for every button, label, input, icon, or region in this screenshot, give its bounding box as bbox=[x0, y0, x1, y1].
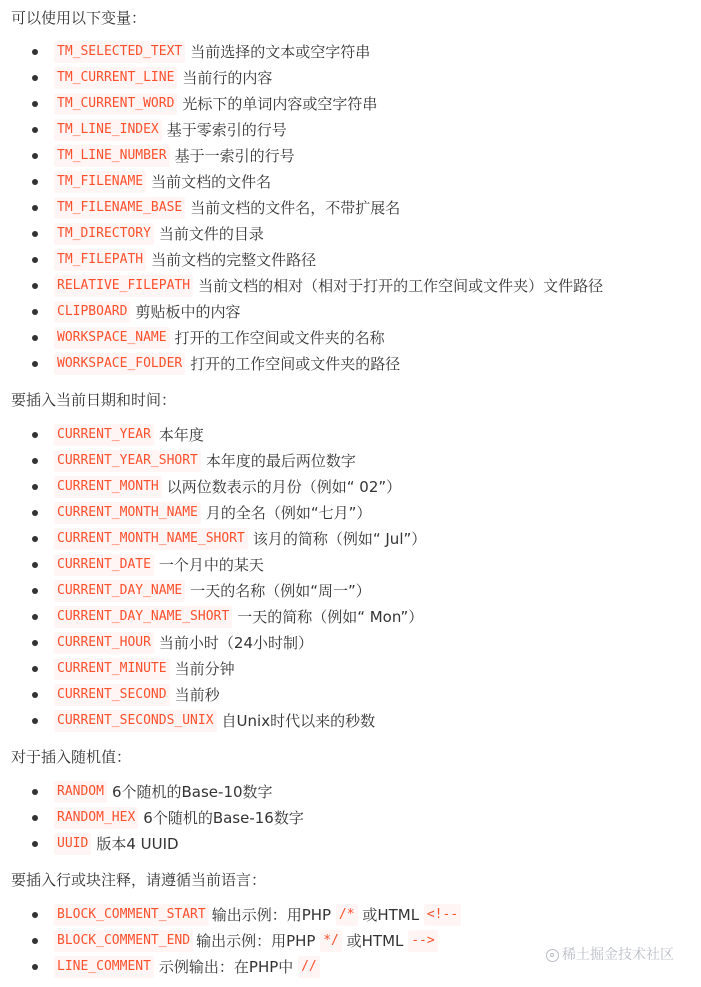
variable-description: 一个月中的某天 bbox=[158, 556, 264, 574]
bullet-icon bbox=[32, 75, 38, 81]
list-item bbox=[32, 552, 264, 578]
variable-code: TM_FILEPATH bbox=[54, 249, 146, 271]
example-code-php: /* bbox=[336, 904, 358, 926]
variable-code: CURRENT_SECOND bbox=[54, 684, 170, 706]
bullet-icon bbox=[32, 640, 38, 646]
watermark bbox=[546, 944, 674, 966]
variable-code: LINE_COMMENT bbox=[54, 956, 154, 978]
variable-description: 当前文档的相对（相对于打开的工作空间或文件夹）文件路径 bbox=[198, 277, 604, 295]
list-item bbox=[32, 247, 316, 273]
variable-code: RANDOM_HEX bbox=[54, 807, 138, 829]
variable-description: 6个随机的Base-16数字 bbox=[143, 809, 304, 827]
variable-code: CURRENT_YEAR_SHORT bbox=[54, 450, 201, 472]
variable-description: 输出示例：用PHP bbox=[196, 932, 316, 950]
watermark-text: 稀土掘金技术社区 bbox=[562, 947, 674, 963]
section-heading-random: 对于插入随机值： bbox=[11, 748, 132, 766]
list-item bbox=[32, 708, 375, 734]
juejin-logo-icon bbox=[546, 949, 559, 962]
bullet-icon bbox=[32, 815, 38, 821]
variable-description: 剪贴板中的内容 bbox=[135, 303, 241, 321]
list-item bbox=[32, 117, 287, 143]
list-item bbox=[32, 682, 220, 708]
variable-code: TM_SELECTED_TEXT bbox=[54, 41, 185, 63]
variable-description: 当前选择的文本或空字符串 bbox=[190, 43, 371, 61]
list-item bbox=[32, 604, 423, 630]
variable-code: TM_CURRENT_WORD bbox=[54, 93, 177, 115]
list-item bbox=[32, 195, 400, 221]
bullet-icon bbox=[32, 562, 38, 568]
list-item bbox=[32, 143, 295, 169]
variable-code: RANDOM bbox=[54, 781, 107, 803]
variable-description: 本年度的最后两位数字 bbox=[205, 452, 356, 470]
list-item bbox=[32, 299, 240, 325]
list-item bbox=[32, 526, 426, 552]
bullet-icon bbox=[32, 692, 38, 698]
variable-description: 当前文件的目录 bbox=[158, 225, 264, 243]
variable-code: TM_FILENAME_BASE bbox=[54, 197, 185, 219]
bullet-icon bbox=[32, 938, 38, 944]
variable-code: CLIPBOARD bbox=[54, 301, 130, 323]
bullet-icon bbox=[32, 153, 38, 159]
list-item bbox=[32, 474, 401, 500]
variable-description: 当前文档的文件名 bbox=[151, 173, 272, 191]
bullet-icon bbox=[32, 458, 38, 464]
variable-code: CURRENT_MONTH bbox=[54, 476, 162, 498]
list-item bbox=[32, 578, 371, 604]
bullet-icon bbox=[32, 666, 38, 672]
bullet-icon bbox=[32, 841, 38, 847]
bullet-icon bbox=[32, 179, 38, 185]
variable-description: 一天的名称（例如“周一”） bbox=[190, 582, 371, 600]
list-item bbox=[32, 656, 235, 682]
bullet-icon bbox=[32, 335, 38, 341]
variable-code: CURRENT_DATE bbox=[54, 554, 154, 576]
variable-description: 打开的工作空间或文件夹的名称 bbox=[174, 329, 385, 347]
variable-code: CURRENT_DAY_NAME bbox=[54, 580, 185, 602]
variable-code: CURRENT_MINUTE bbox=[54, 658, 170, 680]
list-item bbox=[32, 91, 377, 117]
variable-code: TM_LINE_NUMBER bbox=[54, 145, 170, 167]
list-item bbox=[32, 221, 264, 247]
list-item bbox=[32, 902, 461, 928]
example-code-php: */ bbox=[320, 930, 342, 952]
variable-description: 该月的简称（例如“ Jul”） bbox=[252, 530, 427, 548]
bullet-icon bbox=[32, 361, 38, 367]
list-item bbox=[32, 500, 371, 526]
variable-code: TM_DIRECTORY bbox=[54, 223, 154, 245]
variable-code: TM_LINE_INDEX bbox=[54, 119, 162, 141]
variable-description: 基于零索引的行号 bbox=[166, 121, 287, 139]
bullet-icon bbox=[32, 49, 38, 55]
bullet-icon bbox=[32, 912, 38, 918]
list-item bbox=[32, 351, 400, 377]
bullet-icon bbox=[32, 588, 38, 594]
bullet-icon bbox=[32, 283, 38, 289]
variable-code: BLOCK_COMMENT_START bbox=[54, 904, 209, 926]
list-item bbox=[32, 954, 320, 980]
bullet-icon bbox=[32, 484, 38, 490]
bullet-icon bbox=[32, 101, 38, 107]
bullet-icon bbox=[32, 789, 38, 795]
variable-code: WORKSPACE_NAME bbox=[54, 327, 170, 349]
variable-code: CURRENT_HOUR bbox=[54, 632, 154, 654]
list-item bbox=[32, 325, 385, 351]
example-code-html: --> bbox=[408, 930, 437, 952]
list-item bbox=[32, 39, 370, 65]
variable-description: 月的全名（例如“七月”） bbox=[205, 504, 372, 522]
variable-description: 打开的工作空间或文件夹的路径 bbox=[190, 355, 401, 373]
variable-description: 本年度 bbox=[158, 426, 204, 444]
bullet-icon bbox=[32, 614, 38, 620]
variable-description: 6个随机的Base-10数字 bbox=[111, 783, 273, 801]
example-code-html: <!-- bbox=[424, 904, 461, 926]
list-item bbox=[32, 273, 603, 299]
variable-code: TM_CURRENT_LINE bbox=[54, 67, 177, 89]
variable-description: 版本4 UUID bbox=[96, 835, 179, 853]
variable-code: CURRENT_SECONDS_UNIX bbox=[54, 710, 217, 732]
bullet-icon bbox=[32, 309, 38, 315]
variable-code: RELATIVE_FILEPATH bbox=[54, 275, 193, 297]
bullet-icon bbox=[32, 718, 38, 724]
variable-code: CURRENT_MONTH_NAME bbox=[54, 502, 201, 524]
example-code-php: // bbox=[298, 956, 320, 978]
list-item bbox=[32, 630, 313, 656]
variable-code: WORKSPACE_FOLDER bbox=[54, 353, 185, 375]
variable-description: 自Unix时代以来的秒数 bbox=[221, 712, 376, 730]
bullet-icon bbox=[32, 536, 38, 542]
list-item bbox=[32, 422, 204, 448]
variable-code: TM_FILENAME bbox=[54, 171, 146, 193]
variable-description: 当前文档的文件名，不带扩展名 bbox=[190, 199, 401, 217]
variable-description: 基于一索引的行号 bbox=[174, 147, 295, 165]
variable-code: UUID bbox=[54, 833, 91, 855]
variable-description: 一天的简称（例如“ Mon”） bbox=[237, 608, 424, 626]
variable-description-cont: 或HTML bbox=[346, 932, 404, 950]
bullet-icon bbox=[32, 432, 38, 438]
variable-description: 光标下的单词内容或空字符串 bbox=[182, 95, 378, 113]
list-item bbox=[32, 65, 272, 91]
bullet-icon bbox=[32, 510, 38, 516]
variable-code: CURRENT_MONTH_NAME_SHORT bbox=[54, 528, 248, 550]
variable-description: 当前小时（24小时制） bbox=[158, 634, 314, 652]
variable-description-cont: 或HTML bbox=[362, 906, 420, 924]
variable-description: 示例输出：在PHP中 bbox=[158, 958, 294, 976]
variable-code: CURRENT_DAY_NAME_SHORT bbox=[54, 606, 232, 628]
section-heading-variables: 可以使用以下变量： bbox=[11, 9, 147, 27]
list-item bbox=[32, 805, 304, 831]
bullet-icon bbox=[32, 127, 38, 133]
variable-description: 以两位数表示的月份（例如“ 02”） bbox=[166, 478, 402, 496]
list-item bbox=[32, 779, 273, 805]
variable-code: BLOCK_COMMENT_END bbox=[54, 930, 193, 952]
bullet-icon bbox=[32, 205, 38, 211]
variable-description: 输出示例：用PHP bbox=[211, 906, 332, 924]
bullet-icon bbox=[32, 964, 38, 970]
variable-description: 当前分钟 bbox=[174, 660, 235, 678]
variable-description: 当前行的内容 bbox=[182, 69, 273, 87]
variable-code: CURRENT_YEAR bbox=[54, 424, 154, 446]
section-heading-datetime: 要插入当前日期和时间： bbox=[11, 391, 177, 409]
variable-description: 当前秒 bbox=[174, 686, 220, 704]
list-item bbox=[32, 448, 356, 474]
bullet-icon bbox=[32, 231, 38, 237]
bullet-icon bbox=[32, 257, 38, 263]
section-heading-comments: 要插入行或块注释，请遵循当前语言： bbox=[11, 871, 267, 889]
variable-description: 当前文档的完整文件路径 bbox=[151, 251, 317, 269]
list-item bbox=[32, 928, 438, 954]
list-item bbox=[32, 831, 179, 857]
list-item bbox=[32, 169, 271, 195]
